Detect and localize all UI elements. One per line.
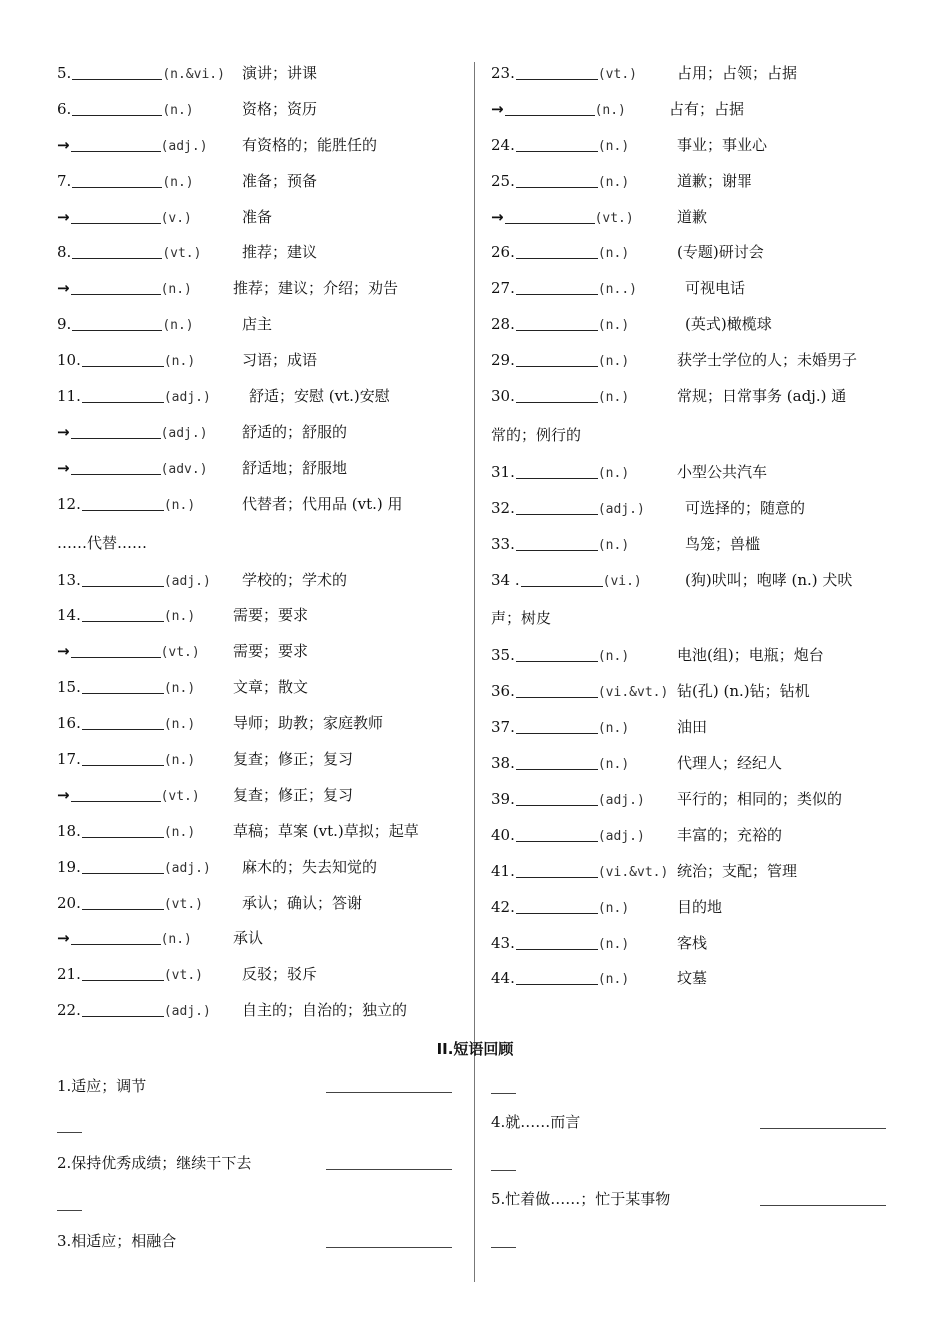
item-number: 13. <box>57 570 81 589</box>
vocab-item <box>491 961 891 997</box>
vocab-item <box>57 451 467 487</box>
vocab-item <box>491 710 891 746</box>
answer-blank[interactable] <box>72 101 162 116</box>
part-of-speech: (n.) <box>597 900 630 916</box>
item-number: 25. <box>491 171 515 190</box>
vocab-item <box>491 92 891 128</box>
part-of-speech: (vt.) <box>163 968 203 984</box>
part-of-speech: (vt.) <box>597 67 637 82</box>
answer-line-tail <box>491 1093 516 1094</box>
part-of-speech: (adj.) <box>163 860 211 876</box>
vocab-item <box>491 235 891 271</box>
item-number: 27. <box>491 279 515 298</box>
vocab-item <box>57 778 467 814</box>
arrow-icon: → <box>57 207 70 226</box>
part-of-speech: (n..) <box>597 282 637 298</box>
item-number: 11. <box>57 387 81 406</box>
vocab-item <box>57 850 467 886</box>
vocab-item <box>491 307 891 343</box>
answer-blank[interactable] <box>516 791 598 806</box>
vocab-item <box>57 235 467 271</box>
part-of-speech: (n.) <box>597 972 630 988</box>
part-of-speech: (vt.) <box>162 246 202 262</box>
vocab-column-left <box>57 56 467 1029</box>
item-number: 30. <box>491 387 515 406</box>
answer-blank[interactable] <box>82 859 164 874</box>
item-number: 32. <box>491 498 515 517</box>
part-of-speech: (adj.) <box>160 138 208 154</box>
meaning: 需要；要求 <box>233 642 309 661</box>
answer-blank[interactable] <box>516 65 598 80</box>
vocab-item <box>57 164 467 200</box>
meaning: 舒适地；舒服地 <box>242 458 348 477</box>
vocab-item <box>491 746 891 782</box>
meaning: 事业；事业心 <box>677 135 768 154</box>
item-number: 12. <box>57 494 81 513</box>
vocab-item <box>57 343 467 379</box>
answer-blank[interactable] <box>505 101 595 116</box>
part-of-speech: (n.) <box>594 102 626 118</box>
part-of-speech: (n.) <box>163 717 196 733</box>
part-of-speech: (adj.) <box>163 1004 211 1020</box>
answer-line-tail <box>57 1132 82 1133</box>
vocab-item <box>57 598 467 634</box>
answer-blank[interactable] <box>82 715 164 730</box>
phrase-item: 5.忙着做……；忙于某事物 <box>491 1190 671 1208</box>
vocab-item <box>57 670 467 706</box>
answer-blank[interactable] <box>516 719 598 734</box>
answer-blank[interactable] <box>516 388 598 403</box>
item-number: 43. <box>491 933 515 952</box>
item-number: 17. <box>57 750 81 769</box>
item-number: 33. <box>491 534 515 553</box>
answer-line-tail <box>491 1170 516 1171</box>
item-number: 21. <box>57 965 81 984</box>
part-of-speech: (n.) <box>163 681 196 697</box>
meaning: 目的地 <box>677 897 723 916</box>
meaning: 学校的；学术的 <box>242 570 348 589</box>
item-number: 44. <box>491 969 515 988</box>
part-of-speech: (vi.&vt.) <box>597 864 669 880</box>
answer-blank[interactable] <box>82 751 164 766</box>
meaning: 代理人；经纪人 <box>677 754 783 773</box>
meaning: 道歉 <box>677 207 708 226</box>
answer-blank[interactable] <box>516 316 598 331</box>
phrase-item: 4.就……而言 <box>491 1113 581 1131</box>
item-number: 26. <box>491 243 515 262</box>
vocab-item <box>57 742 467 778</box>
phrase-item: 2.保持优秀成绩；继续干下去 <box>57 1154 252 1172</box>
vocab-item <box>491 926 891 962</box>
answer-blank[interactable] <box>71 643 161 658</box>
part-of-speech: (n.) <box>597 649 630 665</box>
vocab-item <box>491 563 891 599</box>
part-of-speech: (vi.&vt.) <box>597 685 669 701</box>
column-divider <box>474 62 475 1282</box>
vocab-item <box>491 379 891 415</box>
vocab-item <box>57 706 467 742</box>
part-of-speech: (n.) <box>163 354 196 370</box>
part-of-speech: (adj.) <box>597 793 645 809</box>
item-number: 9. <box>57 315 72 334</box>
item-number: 42. <box>491 897 515 916</box>
item-number: 40. <box>491 825 515 844</box>
vocab-item <box>57 921 467 957</box>
meaning: 占用；占领；占据 <box>677 64 798 82</box>
answer-blank[interactable] <box>516 464 598 479</box>
answer-blank[interactable] <box>82 823 164 838</box>
arrow-icon: → <box>57 929 70 948</box>
part-of-speech: (vi.) <box>602 573 642 589</box>
meaning: 复查；修正；复习 <box>233 785 354 804</box>
meaning: (狗)吠叫；咆哮 (n.) 犬吠 <box>685 570 853 589</box>
meaning: 复查；修正；复习 <box>233 750 354 769</box>
part-of-speech: (n.) <box>597 174 630 190</box>
meaning: 资格；资历 <box>242 99 318 118</box>
item-number: 15. <box>57 678 81 697</box>
answer-blank[interactable] <box>516 899 598 914</box>
answer-blank[interactable] <box>516 173 598 188</box>
item-number: 18. <box>57 821 81 840</box>
answer-blank[interactable] <box>71 460 161 475</box>
meaning: 反驳；驳斥 <box>242 965 318 984</box>
answer-blank[interactable] <box>516 244 598 259</box>
answer-blank[interactable] <box>71 787 161 802</box>
part-of-speech: (adj.) <box>597 501 645 517</box>
meaning: 电池(组)；电瓶；炮台 <box>677 646 824 665</box>
arrow-icon: → <box>491 99 504 118</box>
part-of-speech: (n.) <box>162 174 194 190</box>
meaning: 钻(孔) (n.)钻；钻机 <box>677 682 810 701</box>
answer-blank[interactable] <box>82 895 164 910</box>
vocab-item <box>57 128 467 164</box>
arrow-icon: → <box>57 785 70 804</box>
item-number: 37. <box>491 718 515 737</box>
arrow-icon: → <box>57 279 70 298</box>
meaning: 坟墓 <box>677 969 708 988</box>
part-of-speech: (adj.) <box>597 828 645 844</box>
part-of-speech: (vt.) <box>594 210 634 226</box>
vocab-item <box>491 128 891 164</box>
vocab-item <box>57 957 467 993</box>
part-of-speech: (n.) <box>597 138 630 154</box>
vocab-item <box>57 307 467 343</box>
answer-blank[interactable] <box>71 137 161 152</box>
vocab-item <box>491 455 891 491</box>
arrow-icon: → <box>491 207 504 226</box>
answer-line-tail <box>491 1247 516 1248</box>
part-of-speech: (n.) <box>597 465 630 481</box>
meaning: 常规；日常事务 (adj.) 通 <box>677 387 847 406</box>
vocab-item <box>491 782 891 818</box>
meaning: 客栈 <box>677 933 708 952</box>
vocab-item <box>491 200 891 236</box>
meaning: 承认；确认；答谢 <box>242 893 363 912</box>
answer-blank[interactable] <box>71 280 161 295</box>
vocab-item <box>491 890 891 926</box>
answer-blank[interactable] <box>82 496 164 511</box>
item-number: 31. <box>491 462 515 481</box>
arrow-icon: → <box>57 458 70 477</box>
answer-blank[interactable] <box>516 280 598 295</box>
part-of-speech: (n.) <box>163 609 196 625</box>
answer-blank[interactable] <box>516 536 598 551</box>
answer-blank[interactable] <box>516 683 598 698</box>
item-number: 38. <box>491 754 515 773</box>
meaning: 可视电话 <box>685 279 746 298</box>
part-of-speech: (n.) <box>163 824 196 840</box>
section-title: II.短语回顾 <box>436 1040 514 1058</box>
meaning: 承认 <box>233 929 264 948</box>
answer-blank[interactable] <box>516 352 598 367</box>
vocab-item <box>57 563 467 599</box>
meaning: 推荐；建议；介绍；劝告 <box>233 279 399 298</box>
vocab-item <box>57 271 467 307</box>
part-of-speech: (vt.) <box>160 788 200 804</box>
answer-blank[interactable] <box>71 209 161 224</box>
meaning: (英式)橄榄球 <box>685 315 772 334</box>
part-of-speech: (n.) <box>163 753 196 769</box>
item-number: 7. <box>57 171 72 190</box>
answer-blank[interactable] <box>82 388 164 403</box>
meaning: 店主 <box>242 315 273 334</box>
part-of-speech: (n.) <box>597 354 630 370</box>
vocab-item <box>57 634 467 670</box>
part-of-speech: (n.) <box>162 318 194 334</box>
item-number: 14. <box>57 606 81 625</box>
meaning: 自主的；自治的；独立的 <box>242 1001 408 1020</box>
part-of-speech: (n.&vi.) <box>162 67 225 82</box>
vocab-item <box>57 814 467 850</box>
vocab-item <box>491 56 891 92</box>
vocab-item <box>491 638 891 674</box>
answer-blank[interactable] <box>516 935 598 950</box>
meaning-continuation: ……代替…… <box>57 533 148 552</box>
part-of-speech: (n.) <box>160 932 192 948</box>
meaning: (专题)研讨会 <box>677 243 764 262</box>
vocab-item <box>491 674 891 710</box>
vocab-item <box>57 415 467 451</box>
vocab-item <box>57 200 467 236</box>
meaning: 舒适的；舒服的 <box>242 422 348 441</box>
part-of-speech: (n.) <box>597 936 630 952</box>
meaning: 丰富的；充裕的 <box>677 825 783 844</box>
answer-blank[interactable] <box>82 1002 164 1017</box>
answer-blank[interactable] <box>82 572 164 587</box>
answer-line[interactable] <box>760 1128 886 1129</box>
part-of-speech: (n.) <box>597 537 630 553</box>
meaning: 推荐；建议 <box>242 243 318 262</box>
phrase-item: 3.相适应；相融合 <box>57 1232 177 1250</box>
part-of-speech: (n.) <box>160 282 192 298</box>
meaning: 小型公共汽车 <box>677 462 768 481</box>
answer-blank[interactable] <box>516 970 598 985</box>
vocab-item <box>491 491 891 527</box>
item-number: 39. <box>491 790 515 809</box>
answer-blank[interactable] <box>72 173 162 188</box>
meaning: 可选择的；随意的 <box>685 498 806 517</box>
arrow-icon: → <box>57 642 70 661</box>
meaning: 获学士学位的人；未婚男子 <box>677 351 858 370</box>
answer-blank[interactable] <box>82 352 164 367</box>
meaning: 统治；支配；管理 <box>677 861 798 880</box>
part-of-speech: (vt.) <box>160 645 200 661</box>
vocab-column-right <box>491 56 891 997</box>
arrow-icon: → <box>57 135 70 154</box>
vocab-item <box>57 993 467 1029</box>
vocab-item <box>491 164 891 200</box>
answer-blank[interactable] <box>505 209 595 224</box>
answer-line[interactable] <box>326 1169 452 1170</box>
vocab-item <box>491 527 891 563</box>
item-number: 28. <box>491 315 515 334</box>
meaning: 准备 <box>242 207 273 226</box>
vocab-item <box>57 487 467 523</box>
item-number: 6. <box>57 99 72 118</box>
item-number: 36. <box>491 682 515 701</box>
answer-line[interactable] <box>760 1205 886 1206</box>
part-of-speech: (n.) <box>597 757 630 773</box>
answer-blank[interactable] <box>71 424 161 439</box>
meaning: 演讲；讲课 <box>242 64 318 82</box>
meaning: 油田 <box>677 718 708 737</box>
item-number: 22. <box>57 1001 81 1020</box>
part-of-speech: (adj.) <box>163 573 211 589</box>
item-number: 29. <box>491 351 515 370</box>
meaning-continuation: 声；树皮 <box>491 609 552 628</box>
part-of-speech: (n.) <box>597 721 630 737</box>
answer-blank[interactable] <box>72 65 162 80</box>
part-of-speech: (v.) <box>160 210 192 226</box>
answer-blank[interactable] <box>516 755 598 770</box>
meaning: 麻木的；失去知觉的 <box>242 857 378 876</box>
meaning: 导师；助教；家庭教师 <box>233 714 384 733</box>
item-number: 35. <box>491 646 515 665</box>
answer-blank[interactable] <box>72 316 162 331</box>
answer-line-tail <box>57 1210 82 1211</box>
vocab-item <box>491 271 891 307</box>
part-of-speech: (n.) <box>597 390 630 406</box>
phrase-item: 1.适应；调节 <box>57 1077 147 1095</box>
answer-blank[interactable] <box>516 500 598 515</box>
answer-blank[interactable] <box>516 647 598 662</box>
answer-blank[interactable] <box>71 930 161 945</box>
meaning: 鸟笼；兽槛 <box>685 534 761 553</box>
answer-blank[interactable] <box>82 607 164 622</box>
item-number: 20. <box>57 893 81 912</box>
meaning: 文章；散文 <box>233 678 309 697</box>
answer-line[interactable] <box>326 1092 452 1093</box>
answer-blank[interactable] <box>516 827 598 842</box>
vocab-item <box>491 343 891 379</box>
meaning: 道歉；谢罪 <box>677 171 753 190</box>
item-number: 34 . <box>491 570 520 589</box>
answer-blank[interactable] <box>82 679 164 694</box>
vocab-item <box>57 92 467 128</box>
item-number: 19. <box>57 857 81 876</box>
meaning: 需要；要求 <box>233 606 309 625</box>
meaning: 舒适；安慰 (vt.)安慰 <box>249 387 390 406</box>
item-number: 23. <box>491 64 515 82</box>
item-number: 5. <box>57 64 72 82</box>
answer-line[interactable] <box>326 1247 452 1248</box>
meaning: 代替者；代用品 (vt.) 用 <box>242 494 403 513</box>
answer-blank[interactable] <box>516 137 598 152</box>
meaning: 有资格的；能胜任的 <box>242 135 378 154</box>
item-number: 24. <box>491 135 515 154</box>
item-number: 10. <box>57 351 81 370</box>
meaning: 准备；预备 <box>242 171 318 190</box>
vocab-item <box>57 379 467 415</box>
arrow-icon: → <box>57 422 70 441</box>
part-of-speech: (adj.) <box>160 425 208 441</box>
answer-blank[interactable] <box>521 572 603 587</box>
item-number: 8. <box>57 243 72 262</box>
answer-blank[interactable] <box>82 966 164 981</box>
vocab-item <box>491 818 891 854</box>
part-of-speech: (n.) <box>597 318 630 334</box>
item-number: 41. <box>491 861 515 880</box>
vocab-item <box>57 886 467 922</box>
meaning: 草稿；草案 (vt.)草拟；起草 <box>233 821 419 840</box>
part-of-speech: (adj.) <box>163 390 211 406</box>
meaning: 习语；成语 <box>242 351 318 370</box>
meaning-continuation: 常的；例行的 <box>491 425 582 444</box>
part-of-speech: (n.) <box>163 497 196 513</box>
part-of-speech: (n.) <box>162 102 194 118</box>
answer-blank[interactable] <box>516 863 598 878</box>
vocab-item <box>491 854 891 890</box>
part-of-speech: (adv.) <box>160 461 208 477</box>
answer-blank[interactable] <box>72 244 162 259</box>
part-of-speech: (vt.) <box>163 896 203 912</box>
item-number: 16. <box>57 714 81 733</box>
meaning: 占有；占据 <box>669 99 745 118</box>
vocab-item <box>57 56 467 92</box>
part-of-speech: (n.) <box>597 246 630 262</box>
meaning: 平行的；相同的；类似的 <box>677 790 843 809</box>
